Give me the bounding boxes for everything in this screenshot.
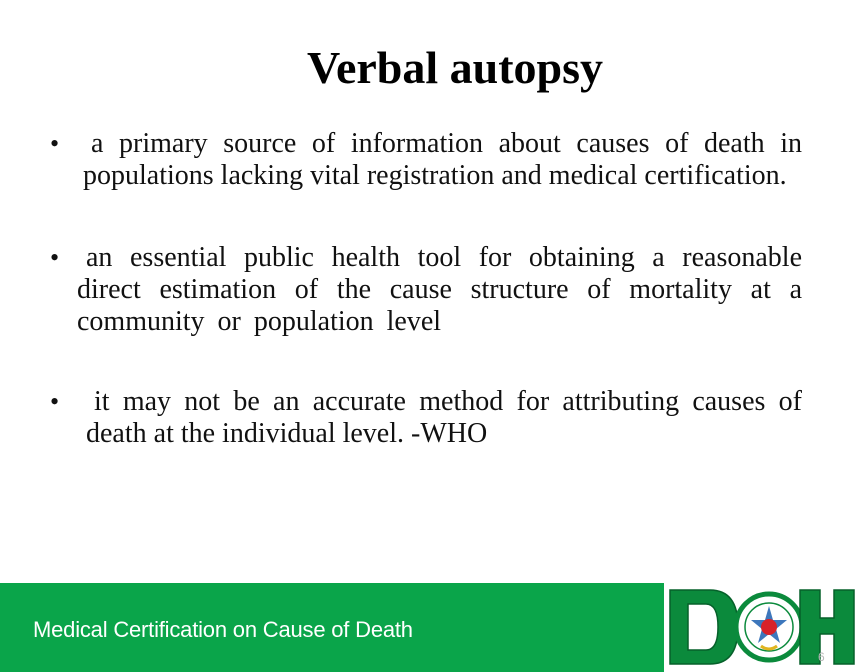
doh-logo-icon <box>668 586 858 668</box>
footer-title: Medical Certification on Cause of Death <box>33 617 413 642</box>
bullet-icon: • <box>50 243 60 272</box>
bullet-text: a primary source of information about causes of death in populations lacking vital registration and medical certification. <box>83 128 802 191</box>
bullet-icon: • <box>50 387 60 416</box>
bullet-item <box>50 386 802 450</box>
bullet-text: an essential public health tool for obtaining a reasonable direct estimation of the cause structure of mortality at a community or population level <box>77 242 802 337</box>
bullet-icon: • <box>50 129 60 158</box>
bullet-item <box>50 128 802 192</box>
bullet-item <box>50 242 802 338</box>
bullet-list <box>50 128 802 450</box>
page-number: 6 <box>818 650 825 664</box>
bullet-text: it may not be an accurate method for attributing causes of death at the individual level. -WHO <box>86 386 802 449</box>
slide-title: Verbal autopsy <box>306 42 604 93</box>
